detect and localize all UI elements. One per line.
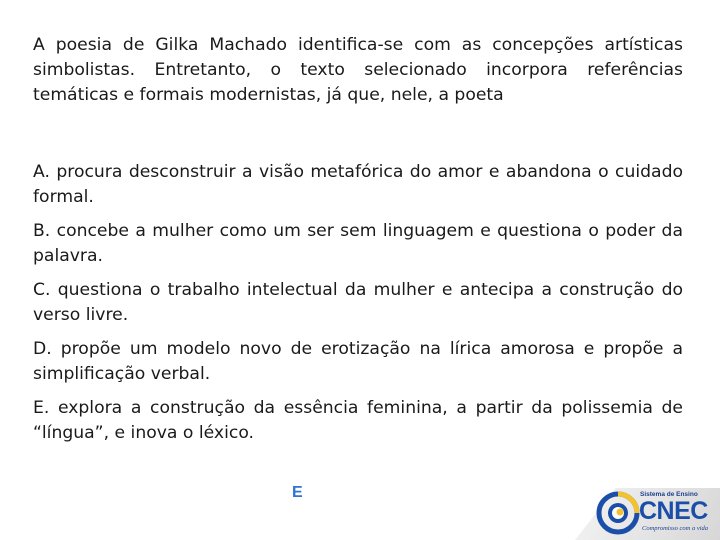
- cnec-logo-mark-icon: [596, 491, 640, 535]
- option-d: D. propõe um modelo novo de erotização na lírica amorosa e propõe a simplificação verbal.: [33, 339, 683, 384]
- option-e: E. explora a construção da essência feminina, a partir da polissemia de “língua”, e inova o léxico.: [33, 398, 683, 443]
- answer-key: E: [292, 484, 303, 501]
- question-stem: A poesia de Gilka Machado identifica-se com as concepções artísticas simbolistas. Entretanto, o texto selecionado incorpora referências temáticas e formais modernistas, já que, nele, a poeta: [33, 35, 683, 105]
- answer-options: [33, 160, 683, 455]
- option-a: A. procura desconstruir a visão metafórica do amor e abandona o cuidado formal.: [33, 162, 683, 207]
- option-c: C. questiona o trabalho intelectual da mulher e antecipa a construção do verso livre.: [33, 280, 683, 325]
- logo-subtitle: Sistema de Ensino: [640, 491, 698, 498]
- option-b: B. concebe a mulher como um ser sem linguagem e questiona o poder da palavra.: [33, 221, 683, 266]
- logo-tagline: Compromisso com a vida: [642, 525, 709, 532]
- cnec-logo: [596, 489, 718, 537]
- logo-wordmark: CNEC: [639, 497, 708, 525]
